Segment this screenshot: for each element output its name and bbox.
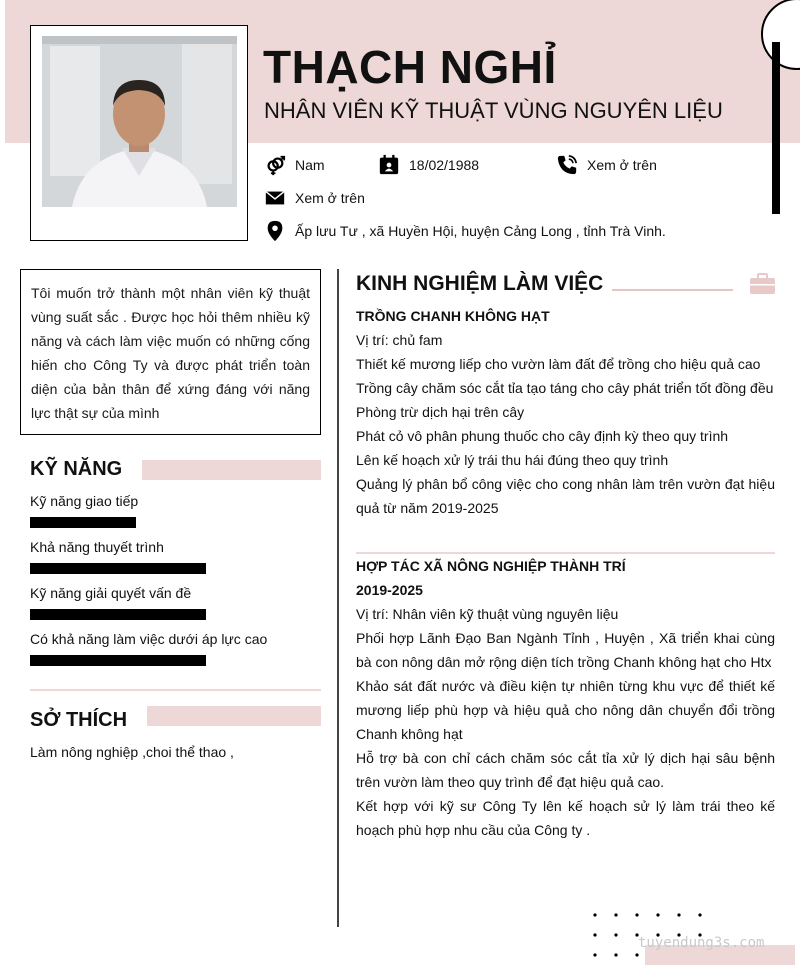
contact-address <box>264 220 666 242</box>
experience-detail: Hỗ trợ bà con chỉ cách chăm sóc cắt tỉa xử lý dịch hại sâu bệnh trên vườn làm theo quy trình để đạt hiệu quả cao. <box>356 750 775 790</box>
skill-label: Kỹ năng giải quyết vấn đề <box>30 585 192 601</box>
experience-detail: Quảng lý phân bổ công việc cho cong nhân làm trên vườn đạt hiệu quả từ năm 2019-2025 <box>356 476 775 516</box>
column-divider <box>337 269 339 927</box>
experience-item <box>356 304 775 520</box>
hobbies-heading-bar <box>147 706 321 726</box>
contact-email-value: Xem ở trên <box>295 190 365 206</box>
envelope-icon <box>264 187 286 209</box>
experience-detail: Phát cỏ vô phân phung thuốc cho cây định kỳ theo quy trình <box>356 428 729 444</box>
career-objective: Tôi muốn trở thành một nhân viên kỹ thuật vùng suất sắc . Được học hỏi thêm nhiều kỹ năng và cách làm việc muốn có những cống hiến cho Công Ty và được phát triển toàn diện của bản thân để xứng đáng với năng lực thật sự của mình <box>20 269 321 435</box>
skill-label: Kỹ năng giao tiếp <box>30 493 139 509</box>
experience-item <box>356 554 775 842</box>
experience-detail: Kết hợp với kỹ sư Công Ty lên kế hoạch sử lý làm trái theo kế hoạch phù hợp nhu cầu của Công ty . <box>356 798 775 838</box>
contact-birthday-value: 18/02/1988 <box>409 157 480 173</box>
skill-label: Khả năng thuyết trình <box>30 539 164 555</box>
experience-company: HỢP TÁC XÃ NÔNG NGHIỆP THÀNH TRÍ <box>356 558 626 574</box>
experience-detail: Vị trí: chủ fam <box>356 332 443 348</box>
contact-birthday <box>378 154 479 176</box>
experience-heading-line <box>612 289 733 291</box>
contact-gender <box>264 154 325 176</box>
phone-icon <box>556 154 578 176</box>
experience-heading: KINH NGHIỆM LÀM VIỆC <box>356 272 604 295</box>
experience-period: 2019-2025 <box>356 582 423 598</box>
profile-photo <box>42 36 237 207</box>
skills-heading-bar <box>142 460 321 480</box>
experience-detail: Trồng cây chăm sóc cắt tỉa tạo táng cho cây phát triển tốt đồng đều <box>356 380 774 396</box>
section-divider <box>30 689 321 691</box>
decorative-vertical-bar <box>772 42 780 214</box>
contact-email <box>264 187 365 209</box>
experience-detail: Thiết kế mương liếp cho vườn làm đất để trồng cho hiệu quả cao <box>356 356 761 372</box>
map-pin-icon <box>264 220 286 242</box>
candidate-job-title: NHÂN VIÊN KỸ THUẬT VÙNG NGUYÊN LIỆU <box>264 98 723 123</box>
profile-photo-frame <box>30 25 248 241</box>
contact-phone <box>556 154 657 176</box>
skills-heading: KỸ NĂNG <box>30 458 123 480</box>
experience-detail: Khảo sát đất nước và điều kiện tự nhiên từng khu vực để thiết kế mương liếp phù hợp và hiệu quả cho nông dân chuyển đổi trồng Chanh không hạt <box>356 678 775 742</box>
skill-label: Có khả năng làm việc dưới áp lực cao <box>30 631 268 647</box>
experience-detail: Vị trí: Nhân viên kỹ thuật vùng nguyên liệu <box>356 606 619 622</box>
experience-detail: Phòng trừ dịch hại trên cây <box>356 404 525 420</box>
candidate-name: THẠCH NGHỈ <box>263 41 557 93</box>
contact-gender-value: Nam <box>295 157 325 173</box>
experience-detail: Phối hợp Lãnh Đạo Ban Ngành Tỉnh , Huyện , Xã triển khai cùng bà con nông dân mở rộng diện tích trồng Chanh không hạt cho Htx <box>356 630 775 670</box>
hobbies-text: Làm nông nghiệp ,choi thể thao , <box>30 744 234 760</box>
skill-level-bar <box>30 655 206 666</box>
skill-level-bar <box>30 563 206 574</box>
watermark: tuyendung3s.com <box>638 935 765 951</box>
experience-company: TRỒNG CHANH KHÔNG HẠT <box>356 308 550 324</box>
experience-detail: Lên kế hoạch xử lý trái thu hái đúng theo quy trình <box>356 452 669 468</box>
contact-address-value: Ấp lưu Tư , xã Huyền Hội, huyện Cảng Long , tỉnh Trà Vinh. <box>295 223 666 239</box>
hobbies-heading: SỞ THÍCH <box>30 709 128 731</box>
briefcase-icon <box>749 273 776 295</box>
skill-level-bar <box>30 517 136 528</box>
skill-level-bar <box>30 609 206 620</box>
contact-phone-value: Xem ở trên <box>587 157 657 173</box>
gender-icon <box>264 154 286 176</box>
calendar-icon <box>378 154 400 176</box>
